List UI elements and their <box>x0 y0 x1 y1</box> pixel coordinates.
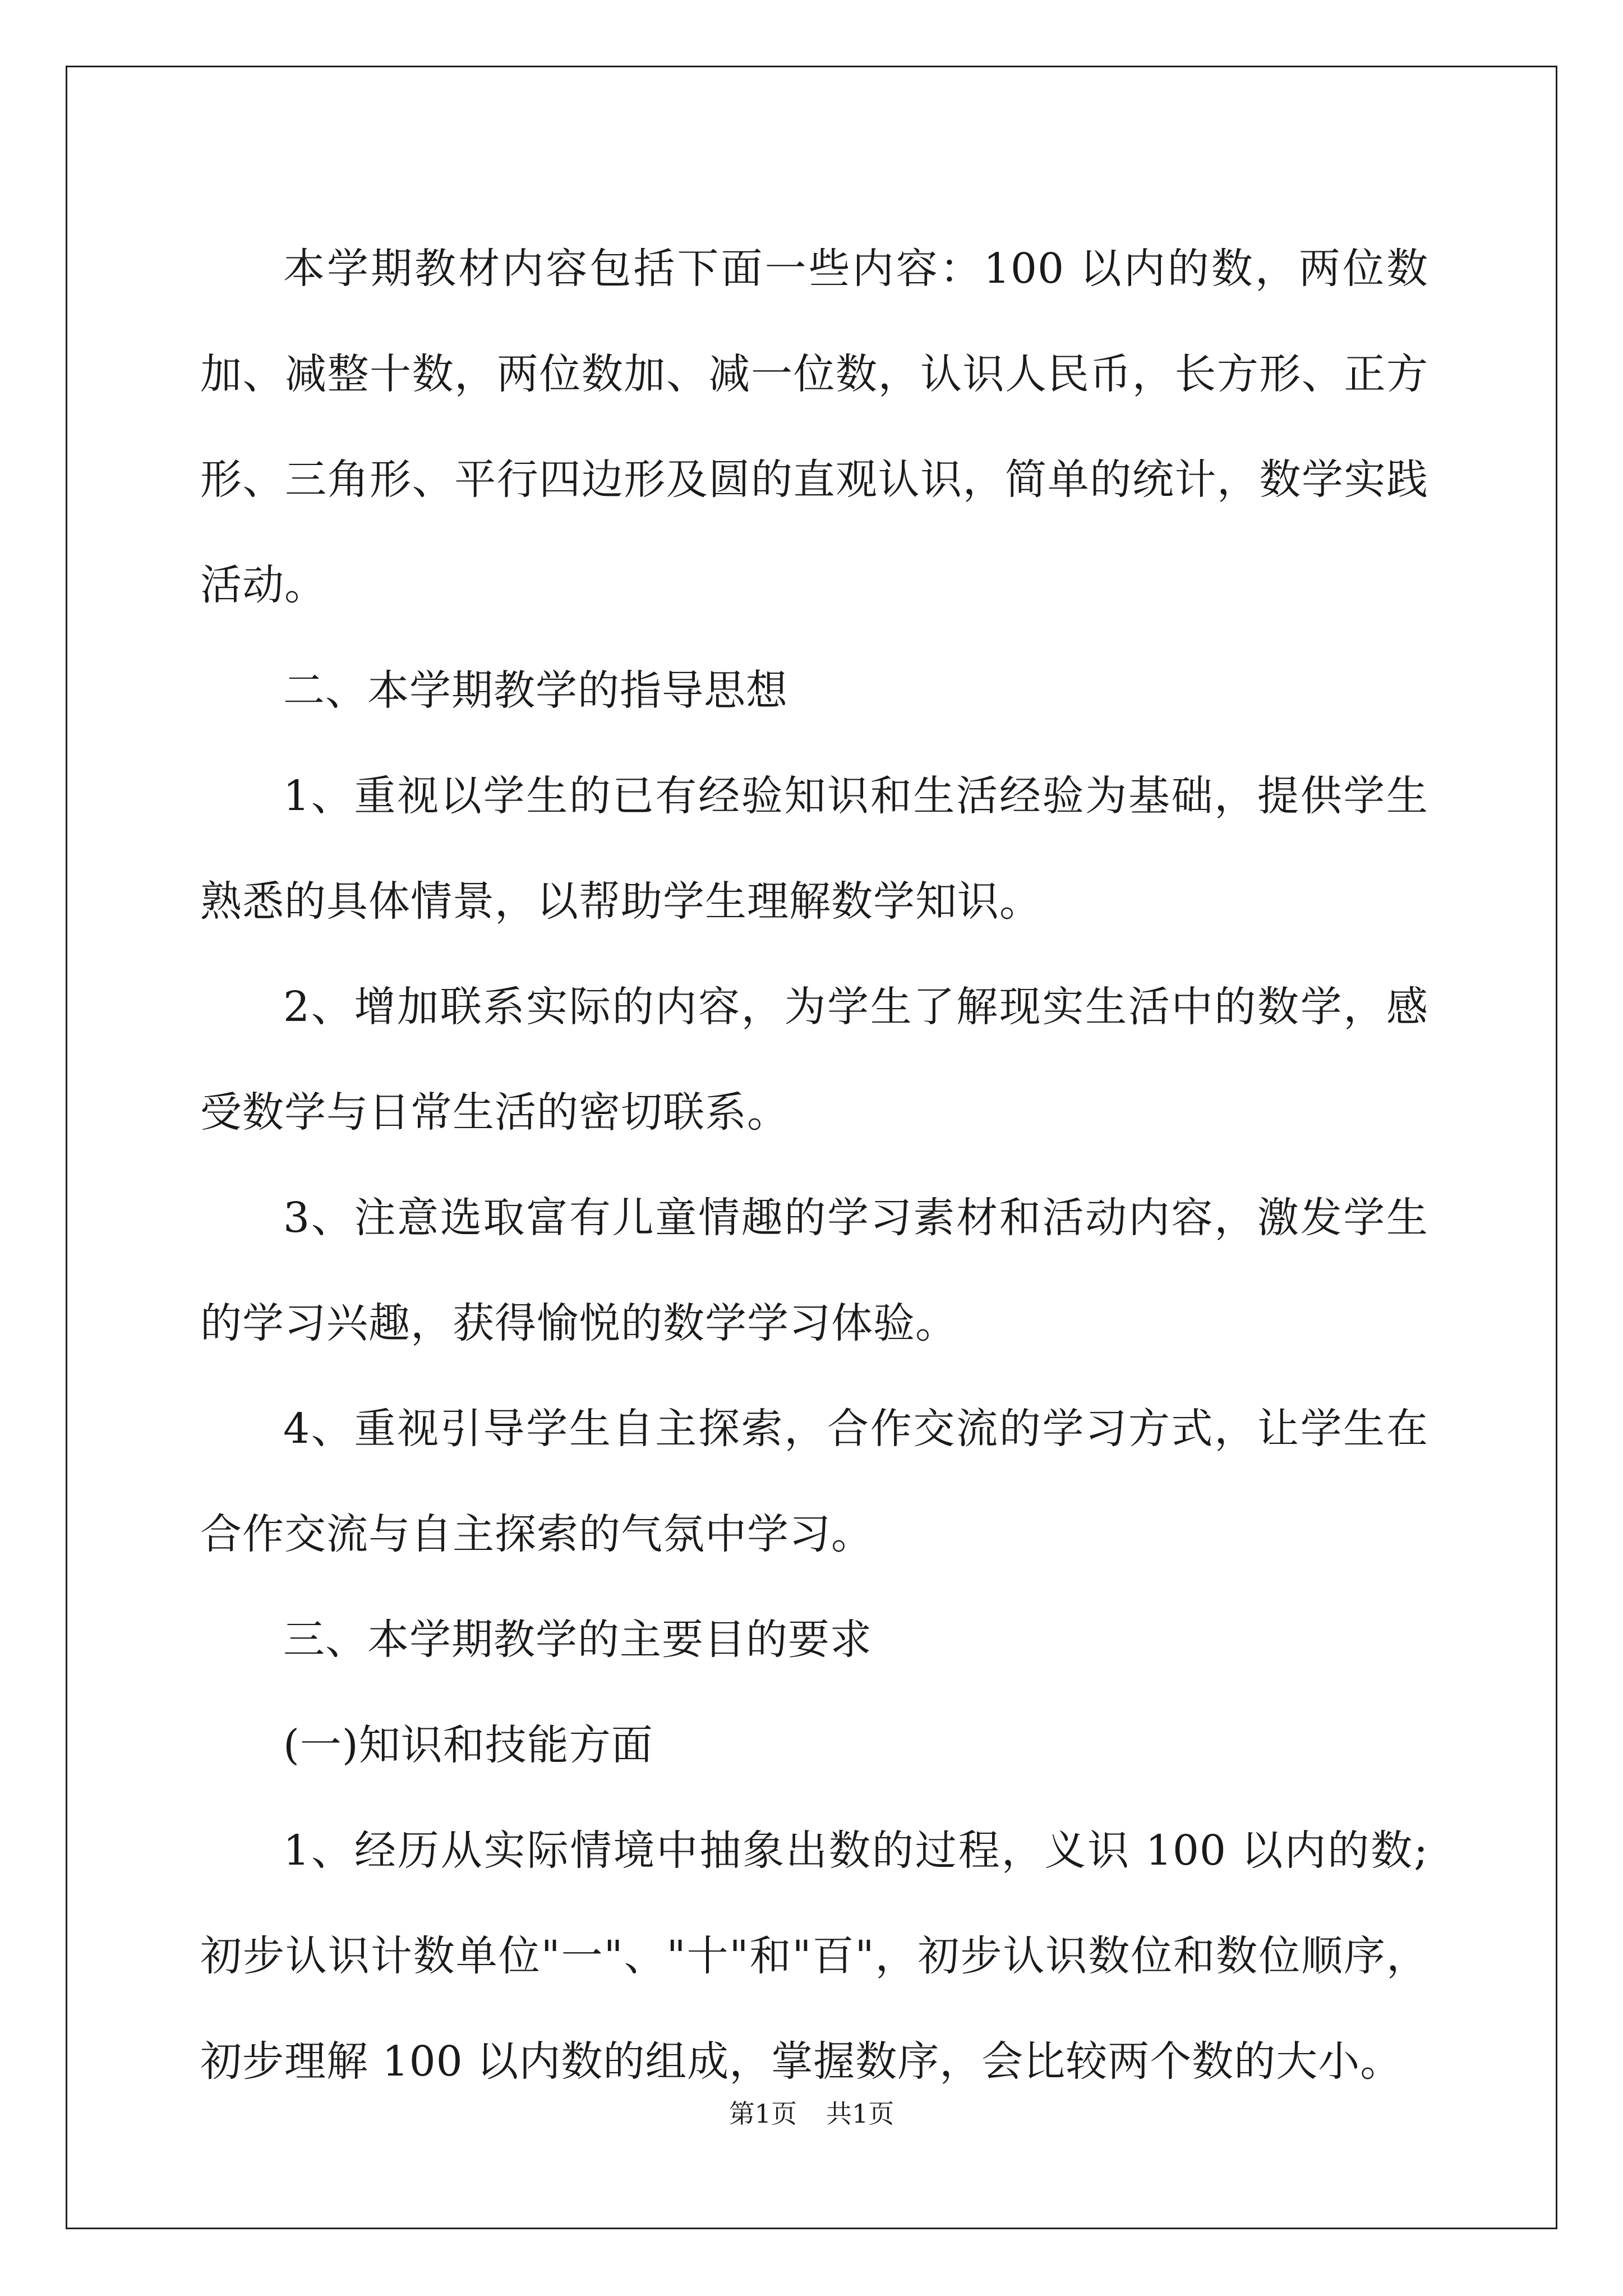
paragraph-item-4: 4、重视引导学生自主探索，合作交流的学习方式，让学生在合作交流与自主探索的气氛中学习。 <box>200 1405 1428 1558</box>
section-heading-3: 三、本学期教学的主要目的要求 <box>283 1616 872 1664</box>
paragraph-intro: 本学期教材内容包括下面一些内容：100 以内的数，两位数加、减整十数，两位数加、减一位数，认识人民币，长方形、正方形、三角形、平行四边形及圆的直观认识，简单的统计，数学实践活动。 <box>200 245 1428 609</box>
page-footer <box>0 2097 1623 2131</box>
subsection-heading-1: (一)知识和技能方面 <box>283 1721 653 1769</box>
page-number: 第1页 <box>728 2099 797 2129</box>
paragraph-item-3: 3、注意选取富有儿童情趣的学习素材和活动内容，激发学生的学习兴趣，获得愉悦的数学学习体验。 <box>200 1194 1428 1347</box>
paragraph-knowledge-1: 1、经历从实际情境中抽象出数的过程，义识 100 以内的数;初步认识计数单位"一"、"十"和"百"，初步认识数位和数位顺序，初步理解 100 以内数的组成，掌握数序，会比较两个数的大小。 <box>200 1826 1428 2086</box>
section-heading-2: 二、本学期教学的指导思想 <box>283 666 788 715</box>
paragraph-item-1: 1、重视以学生的已有经验知识和生活经验为基础，提供学生熟悉的具体情景，以帮助学生理解数学知识。 <box>200 772 1428 926</box>
page-total: 共1页 <box>826 2099 895 2129</box>
document-body <box>200 216 1428 2114</box>
paragraph-item-2: 2、增加联系实际的内容，为学生了解现实生活中的数学，感受数学与日常生活的密切联系。 <box>200 983 1428 1137</box>
